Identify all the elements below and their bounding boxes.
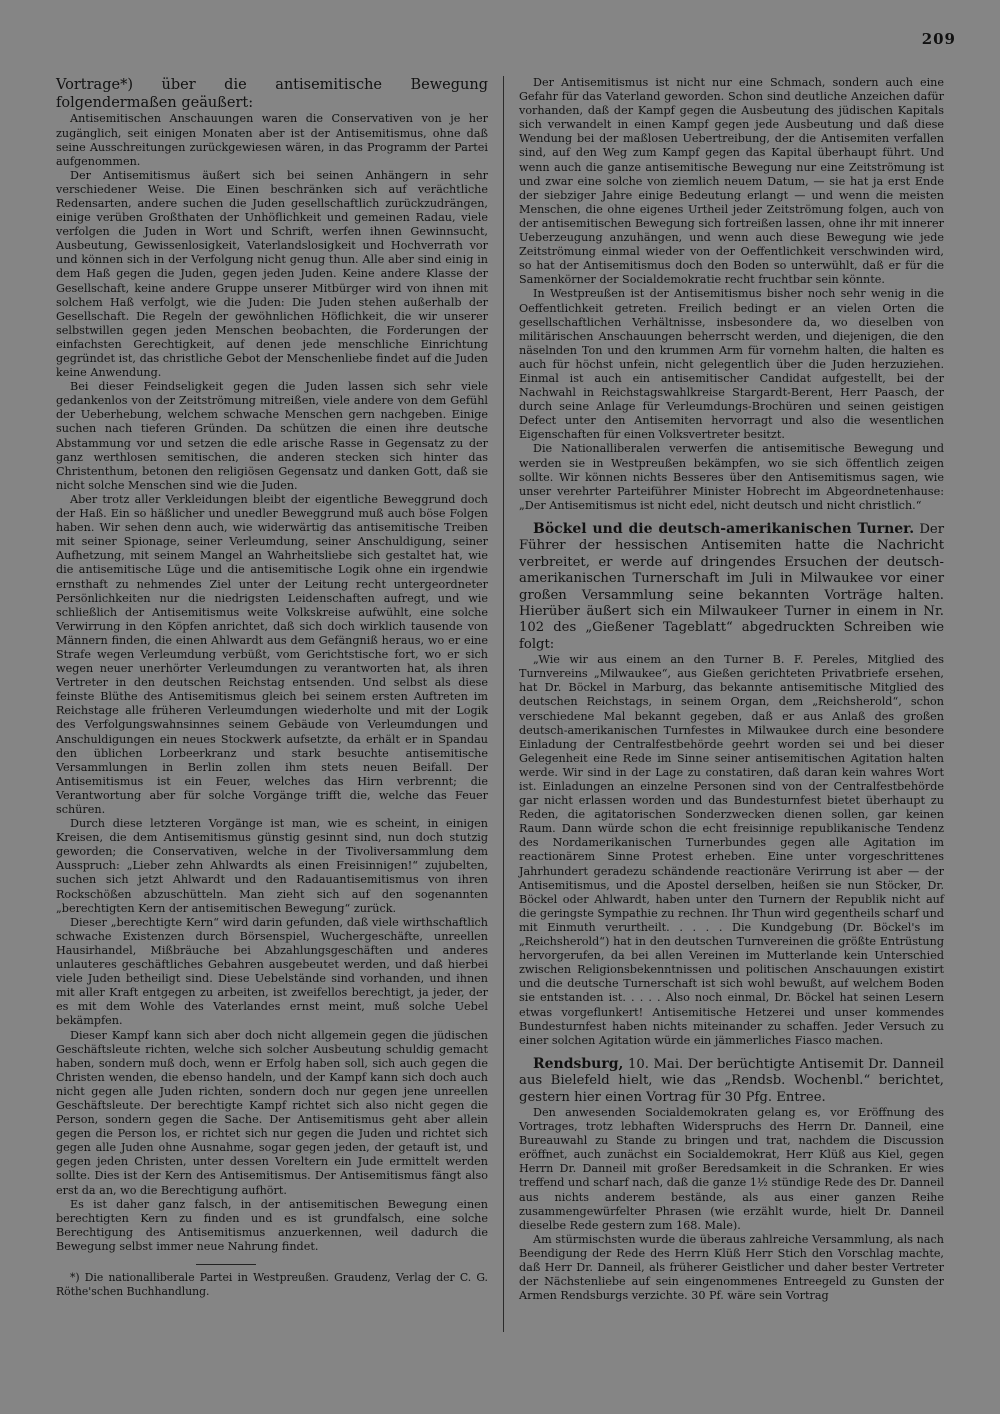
article-boeckel xyxy=(519,521,944,653)
article-body: „Wie wir aus einem an den Turner B. F. Pereles, Mitglied des Turnvereins „Milwaukee“, aus Gießen gerichteten Privatbriefe ersehen, hat Dr. Böckel in Marburg, das bekannte antisemitische Mitglied des deutschen Reichstags, in seinem Organ, dem „Reichsherold“, schon verschiedene Mal bekannt gegeben, daß er aus Anlaß des großen deutsch-amerikanischen Turnfestes in Milwaukee durch eine besondere Einladung der Centralfestbehörde geehrt worden sei und bei dieser Gelegenheit eine Rede im Sinne seiner antisemitischen Agitation halten werde. Wir sind in der Lage zu constatiren, daß daran kein wahres Wort ist. Einladungen an einzelne Personen sind von der Centralfestbehörde gar nicht erlassen worden und das Bundesturnfest bietet überhaupt zu Reden, die agitatorischen Sonderzwecken dienen sollen, gar keinen Raum. Dann würde schon die echt freisinnige republikanische Tendenz des Nordamerikanischen Turnerbundes gegen alle Agitation im reactionärem Sinne Protest erheben. Eine unter vorgeschrittenes Jahrhundert geradezu schändende reactionäre Verirrung ist aber — der Antisemitismus, und die Apostel derselben, heißen sie nun Stöcker, Dr. Böckel oder Ahlwardt, haben unter den Turnern der Republik nicht auf die geringste Sympathie zu rechnen. Ihr Thun wird gegentheils scharf und mit Einmuth verurtheilt. . . . . Die Kundgebung (Dr. Böckel's im „Reichsherold“) hat in den deutschen Turnvereinen die größte Entrüstung hervorgerufen, da bei allen Vereinen im Mutterlande kein Unterschied zwischen Religionsbekenntnissen und politischen Anschauungen existirt und die deutsche Turnerschaft ist sich wohl bewußt, auf welchem Boden sie entstanden ist. . . . . Also noch einmal, Dr. Böckel hat seinen Lesern etwas vorgeflunkert! Antisemitische Hetzerei und unser kommendes Bundesturnfest haben nichts miteinander zu schaffen. Jeder Versuch zu einer solchen Agitation würde ein jämmerliches Fiasco machen. xyxy=(519,653,944,1047)
right-paragraph: In Westpreußen ist der Antisemitismus bisher noch sehr wenig in die Oeffentlichkeit getreten. Freilich bedingt er an vielen Orten die gesellschaftlichen Verhältnisse, insbesondere da, wo dieselben von militärischen Anschauungen beherrscht werden, und diejenigen, die den näselnden Ton und den krummen Arm für vornehm halten, die halten es auch für höchst unfein, nicht gelegentlich über die Juden herzuziehen. Einmal ist auch ein antisemitischer Candidat aufgestellt, bei der Nachwahl in Reichstagswahlkreise Stargardt-Berent, Herr Paasch, der durch seine Anlage für Verleumdungs-Brochüren und seinen geistigen Defect unter den Antisemiten hervorragt und also die wesentlichen Eigenschaften für einen Volksvertreter besitzt. xyxy=(519,287,944,442)
left-paragraph: Bei dieser Feindseligkeit gegen die Juden lassen sich sehr viele gedankenlos von der Zeitströmung mitreißen, viele andere von dem Gefühl der Ueberhebung, welchem schwache Menschen gern nachgeben. Einige suchen nach tieferen Gründen. Da schützen die einen ihre deutsche Abstammung vor und setzen die edle arische Rasse in Gegensatz zu der ganz werthlosen semitischen, die anderen stecken sich hinter das Christenthum, betonen den religiösen Gegensatz und danken Gott, daß sie nicht solche Menschen sind wie die Juden. xyxy=(56,380,488,492)
right-column xyxy=(519,76,944,1303)
footnote-rule xyxy=(196,1264,256,1265)
column-divider xyxy=(503,76,504,1332)
left-paragraph: Dieser Kampf kann sich aber doch nicht allgemein gegen die jüdischen Geschäftsleute richten, welche sich solcher Ausbeutung schuldig gemacht haben, sondern muß doch, wenn er Erfolg haben soll, sich auch gegen die Christen wenden, die ebenso handeln, und der Kampf kann sich doch auch nicht gegen alle Juden richten, sondern doch nur gegen jene unreellen Geschäftsleute. Der berechtigte Kampf richtet sich also nicht gegen die Person, sondern gegen die Sache. Der Antisemitismus geht aber allein gegen die Person los, er richtet sich nur gegen die Juden und richtet sich gegen alle Juden ohne Ausnahme, sogar gegen jeden, der getauft ist, und gegen jeden Christen, unter dessen Voreltern ein Jude ermittelt werden sollte. Dies ist der Kern des Antisemitismus. Der Antisemitismus fängt also erst da an, wo die Berechtigung aufhört. xyxy=(56,1028,488,1197)
left-paragraph: Der Antisemitismus äußert sich bei seinen Anhängern in sehr verschiedener Weise. Die Einen beschränken sich auf verächtliche Redensarten, andere suchen die Juden gesellschaftlich zurückzudrängen, einige verüben Großthaten der Unhöflichkeit und gemeinen Radau, viele verfolgen die Juden in Wort und Schrift, werfen ihnen Gewinnsucht, Ausbeutung, Gewissenlosigkeit, Vaterlandslosigkeit und Hochverrath vor und können sich in der Verfolgung nicht genug thun. Alle aber sind einig in dem Haß gegen die Juden, gegen jeden Juden. Keine andere Klasse der Gesellschaft, keine andere Gruppe unserer Mitbürger wird von ihnen mit solchem Haß verfolgt, wie die Juden: Die Juden stehen außerhalb der Gesellschaft. Die Regeln der gewöhnlichen Höflichkeit, die wir unserer selbstwillen gegen jeden Menschen beobachten, die Forderungen der einfachsten Gerechtigkeit, auf denen jede menschliche Einrichtung gegründet ist, das christliche Gebot der Menschenliebe findet auf die Juden keine Anwendung. xyxy=(56,168,488,380)
article-rendsburg xyxy=(519,1056,944,1106)
section-gap xyxy=(519,1048,944,1056)
left-paragraph: Aber trotz aller Verkleidungen bleibt der eigentliche Beweggrund doch der Haß. Ein so häßlicher und unedler Beweggrund muß auch böse Folgen haben. Wir sehen denn auch, wie widerwärtig das antisemitische Treiben mit seiner Spionage, seiner Verleumdung, seiner Anschuldigung, seiner Aufhetzung, mit seinem Mangel an Wahrheitsliebe sich gestaltet hat, wie die antisemitische Lüge und die antisemitische Logik ohne ein irgendwie ernsthaft zu nehmendes Ziel unter der Leitung recht untergeordneter Persönlichkeiten nur die niedrigsten Leidenschaften aufregt, und wie schließlich der Antisemitismus weite Volkskreise aufwühlt, eine solche Verwirrung in den Köpfen anrichtet, daß sich doch wirklich tausende von Männern finden, die einen Ahlwardt aus dem Gefängniß heraus, wo er eine Strafe wegen Verleumdung verbüßt, vom Gerichtstische fort, wo er sich wegen neuer unerhörter Verleumdungen zu verantworten hat, als ihren Vertreter in den deutschen Reichstag entsenden. Und selbst als diese feinste Blüthe des Antisemitismus gleich bei seinem ersten Auftreten im Reichstage alle früheren Verleumdungen wiederholte und mit der Logik des Verfolgungswahnsinnes seinem Gebäude von Verleumdungen und Anschuldigungen ein neues Stockwerk aufsetzte, da erhält er in Spandau den üblichen Lorbeerkranz und stark besuchte antisemitische Versammlungen in Berlin zollen ihm stets neuen Beifall. Der Antisemitismus ist ein Feuer, welches das Hirn verbrennt; die Verantwortung aber für solche Vorgänge trifft die, welche das Feuer schüren. xyxy=(56,492,488,816)
article-body: Den anwesenden Socialdemokraten gelang es, vor Eröffnung des Vortrages, trotz lebhaften Widerspruchs des Herrn Dr. Danneil, eine Bureauwahl zu Stande zu bringen und trat, nachdem die Discussion eröffnet, auch zunächst ein Socialdemokrat, Herr Klüß aus Kiel, gegen Herrn Dr. Danneil mit großer Beredsamkeit in die Schranken. Er wies treffend und scharf nach, daß die ganze 1½ stündige Rede des Dr. Danneil aus nichts anderem bestände, als aus einer ganzen Reihe zusammengewürfelter Phrasen (wie erzählt wurde, hielt Dr. Danneil dieselbe Rede gestern zum 168. Male). xyxy=(519,1106,944,1232)
right-paragraph: Der Antisemitismus ist nicht nur eine Schmach, sondern auch eine Gefahr für das Vaterland geworden. Schon sind deutliche Anzeichen dafür vorhanden, daß der Kampf gegen die Ausbeutung des jüdischen Kapitals sich verwandelt in einen Kampf gegen jede Ausbeutung und daß diese Wendung bei der maßlosen Uebertreibung, der die Antisemiten verfallen sind, auf den Weg zum Kampf gegen das Kapital überhaupt führt. Und wenn auch die ganze antisemitische Bewegung nur eine Zeitströmung ist und zwar eine solche von ziemlich neuem Datum, — sie hat ja erst Ende der siebziger Jahre einige Bedeutung erlangt — und wenn die meisten Menschen, die ohne eigenes Urtheil jeder Zeitströmung folgen, auch von der antisemitischen Bewegung sich fortreißen lassen, ohne ihr mit innerer Ueberzeugung anzuhängen, und wenn auch diese Bewegung wie jede Zeitströmung einmal wieder von der Oeffentlichkeit verschwinden wird, so hat der Antisemitismus doch den Boden so unterwühlt, daß er für die Samenkörner der Socialdemokratie recht fruchtbar sein könnte. xyxy=(519,76,944,287)
section-gap xyxy=(519,513,944,521)
left-paragraph: Antisemitischen Anschauungen waren die Conservativen von je her zugänglich, seit einigen Monaten aber ist der Antisemitismus, ohne daß seine Ausschreitungen zurückgewiesen wären, in das Programm der Partei aufgenommen. xyxy=(56,112,488,168)
article-heading: Böckel und die deutsch-amerikanischen Turner. xyxy=(533,520,915,537)
footnote: *) Die nationalliberale Partei in Westpreußen. Graudenz, Verlag der C. G. Röthe'schen Buchhandlung. xyxy=(56,1271,488,1298)
left-paragraph: Es ist daher ganz falsch, in der antisemitischen Bewegung einen berechtigten Kern zu finden und es ist grundfalsch, eine solche Berechtigung des Antisemitismus anzuerkennen, weil dadurch die Bewegung selbst immer neue Nahrung findet. xyxy=(56,1197,488,1253)
page-number: 209 xyxy=(921,30,956,48)
intro-line: Vortrage*) über die antisemitische Bewegung folgendermaßen geäußert: xyxy=(56,77,488,112)
article-heading: Rendsburg, xyxy=(533,1055,624,1072)
left-paragraph: Dieser „berechtigte Kern“ wird darin gefunden, daß viele wirthschaftlich schwache Existenzen durch Börsenspiel, Wuchergeschäfte, unreellen Hausirhandel, Mißbräuche bei Abzahlungsgeschäften und anderes unlauteres geschäftliches Gebahren ausgebeutet werden, und daß hierbei viele Juden betheiligt sind. Diese Uebelstände sind vorhanden, und ihnen mit aller Kraft entgegen zu arbeiten, ist zweifellos berechtigt, ja jeder, der es mit dem Wohle des Vaterlandes ernst meint, muß solche Uebel bekämpfen. xyxy=(56,915,488,1028)
left-paragraph: Durch diese letzteren Vorgänge ist man, wie es scheint, in einigen Kreisen, die dem Antisemitismus günstig gesinnt sind, nun doch stutzig geworden; die Conservativen, welche in der Tivoliversammlung dem Ausspruch: „Lieber zehn Ahlwardts als einen Freisinnigen!“ zujubelten, suchen sich jetzt Ahlwardt und den Radauantisemitismus von ihren Rockschößen abzuschütteln. Man zieht sich auf den sogenannten „berechtigten Kern der antisemitischen Bewegung“ zurück. xyxy=(56,817,488,915)
article-lead: Der Führer der hessischen Antisemiten hatte die Nachricht verbreitet, er werde auf dringendes Ersuchen der deutsch-amerikanischen Turnerschaft im Juli in Milwaukee vor einer großen Versammlung seine bekannten Vorträge halten. Hierüber äußert sich ein Milwaukeer Turner in einem in Nr. 102 des „Gießener Tageblatt“ abgedruckten Schreiben wie folgt: xyxy=(519,521,944,652)
right-paragraph: Die Nationalliberalen verwerfen die antisemitische Bewegung und werden sie in Westpreußen bekämpfen, wo sie sich öffentlich zeigen sollte. Wir können nichts Besseres über den Antisemitismus sagen, wie unser verehrter Parteiführer Minister Hobrecht im Abgeordnetenhause: „Der Antisemitismus ist nicht edel, nicht deutsch und nicht christlich.“ xyxy=(519,442,944,512)
article-lead: 10. Mai. Der berüchtigte Antisemit Dr. Danneil aus Bielefeld hielt, wie das „Rendsb. Wochenbl.“ berichtet, gestern hier einen Vortrag für 30 Pfg. Entree. xyxy=(519,1056,944,1105)
left-column xyxy=(56,76,488,1298)
article-body: Am stürmischsten wurde die überaus zahlreiche Versammlung, als nach Beendigung der Rede des Herrn Klüß Herr Stich den Vorschlag machte, daß Herr Dr. Danneil, als früherer Geistlicher und daher bester Vertreter der Nächstenliebe auf sein eingenommenes Entreegeld zu Gunsten der Armen Rendsburgs verzichte. 30 Pf. wäre sein Vortrag xyxy=(519,1232,944,1303)
